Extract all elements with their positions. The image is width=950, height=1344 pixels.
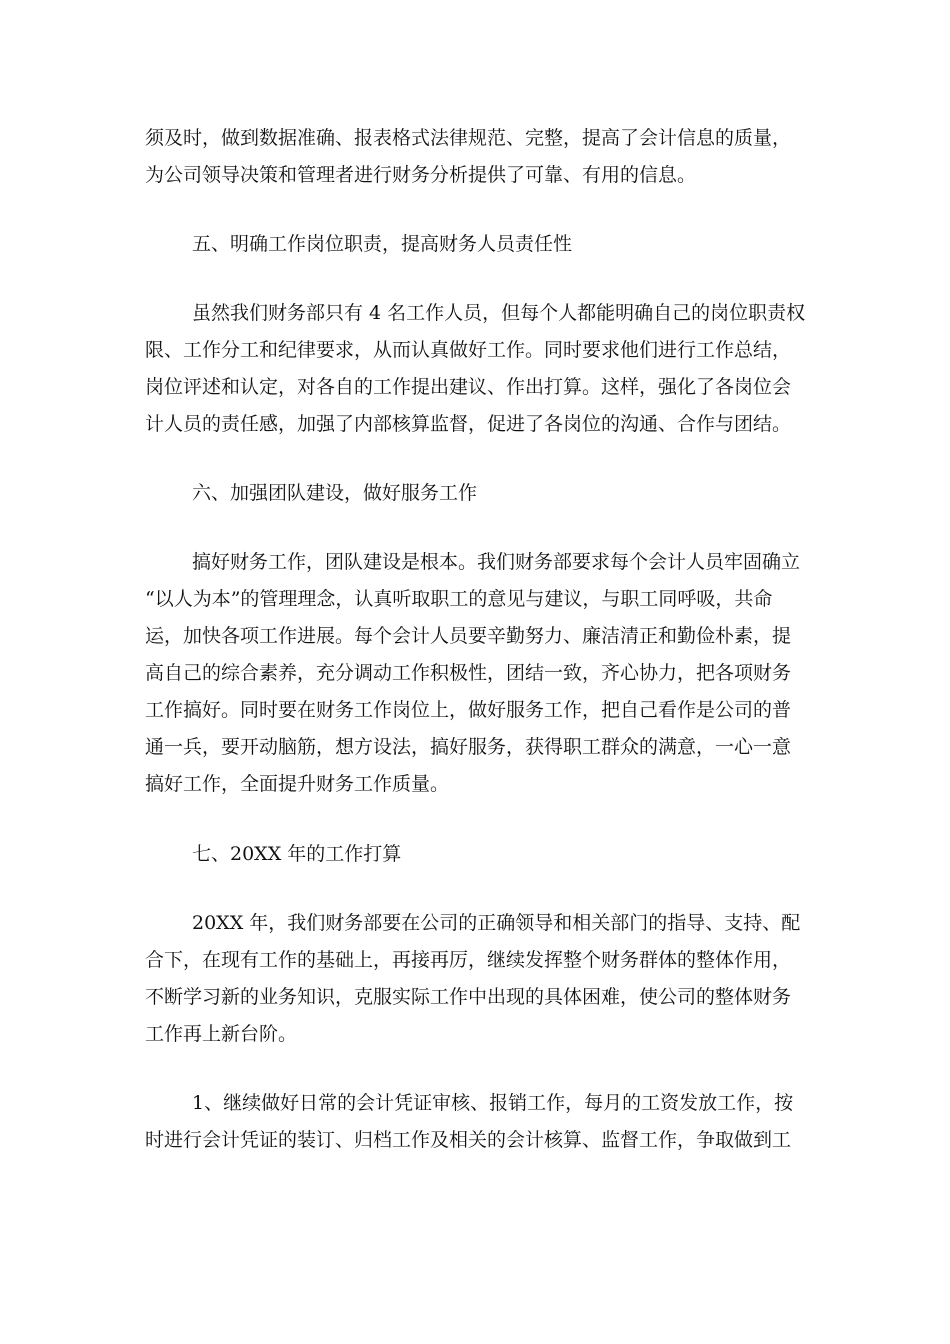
section-heading: 五、明确工作岗位职责，提高财务人员责任性 [192, 233, 573, 255]
paragraph-line: 不断学习新的业务知识，克服实际工作中出现的具体困难，使公司的整体财务 [145, 986, 792, 1008]
paragraph-line: 计人员的责任感，加强了内部核算监督，促进了各岗位的沟通、合作与团结。 [145, 413, 792, 435]
paragraph-line: 为公司领导决策和管理者进行财务分析提供了可靠、有用的信息。 [145, 164, 697, 186]
paragraph-line: 时进行会计凭证的装订、归档工作及相关的会计核算、监督工作，争取做到工 [145, 1129, 792, 1151]
paragraph-line: 高自己的综合素养，充分调动工作积极性，团结一致，齐心协力，把各项财务 [145, 662, 792, 684]
paragraph-line: 岗位评述和认定，对各自的工作提出建议、作出打算。这样，强化了各岗位会 [145, 376, 792, 398]
paragraph-line: 1、继续做好日常的会计凭证审核、报销工作，每月的工资发放工作，按 [192, 1092, 794, 1114]
paragraph-line: 须及时，做到数据准确、报表格式法律规范、完整，提高了会计信息的质量， [145, 127, 792, 149]
paragraph-line: “以人为本”的管理理念，认真听取职工的意见与建议，与职工同呼吸，共命 [145, 588, 773, 610]
paragraph-line: 合下，在现有工作的基础上，再接再厉，继续发挥整个财务群体的整体作用， [145, 949, 792, 971]
paragraph-line: 工作搞好。同时要在财务工作岗位上，做好服务工作，把自己看作是公司的普 [145, 699, 792, 721]
paragraph-line: 搞好财务工作，团队建设是根本。我们财务部要求每个会计人员牢固确立 [192, 551, 801, 573]
section-heading: 七、20XX 年的工作打算 [192, 843, 402, 865]
paragraph-line: 虽然我们财务部只有 4 名工作人员，但每个人都能明确自己的岗位职责权 [192, 302, 806, 324]
paragraph-line: 搞好工作，全面提升财务工作质量。 [145, 773, 450, 795]
paragraph-line: 运，加快各项工作进展。每个会计人员要辛勤努力、廉洁清正和勤俭朴素，提 [145, 625, 792, 647]
paragraph-line: 限、工作分工和纪律要求，从而认真做好工作。同时要求他们进行工作总结， [145, 339, 792, 361]
section-heading: 六、加强团队建设，做好服务工作 [192, 482, 478, 504]
paragraph-line: 工作再上新台阶。 [145, 1023, 298, 1045]
paragraph-line: 20XX 年，我们财务部要在公司的正确领导和相关部门的指导、支持、配 [192, 912, 801, 934]
paragraph-line: 通一兵，要开动脑筋，想方设法，搞好服务，获得职工群众的满意，一心一意 [145, 736, 792, 758]
